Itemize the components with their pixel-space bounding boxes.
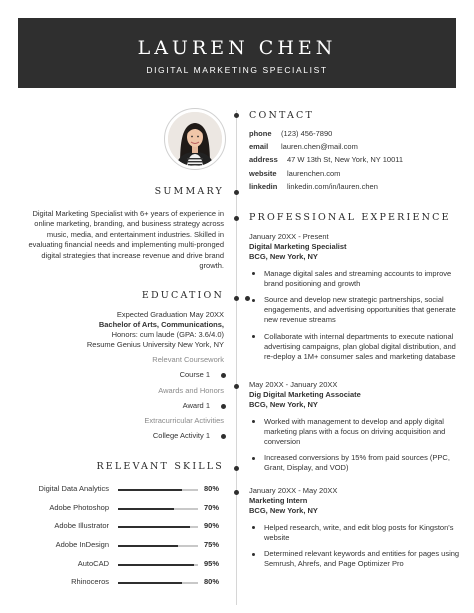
timeline-dot [221, 373, 226, 378]
contact-value[interactable]: linkedin.com/in/lauren.chen [287, 181, 378, 191]
skill-bar-fill [118, 489, 182, 491]
job-bullet: Manage digital sales and streaming accounts to improve brand positioning and growth [249, 269, 464, 289]
contact-label: phone [249, 129, 272, 138]
candidate-role: DIGITAL MARKETING SPECIALIST [146, 65, 328, 75]
awards-item: Award 1 [182, 401, 210, 410]
skill-name: Adobe Illustrator [54, 521, 109, 530]
contact-value[interactable]: laurenchen.com [287, 168, 341, 178]
job-bullet: Worked with management to develop and apply digital marketing plans with a focus on driving acquisition and conversion [249, 417, 464, 448]
skill-bar [118, 489, 198, 491]
contact-label: linkedin [249, 181, 278, 191]
coursework-item: Course 1 [179, 370, 210, 379]
contact-value[interactable]: lauren.chen@mail.com [281, 142, 358, 152]
job-entry [249, 486, 464, 575]
skill-name: Adobe Photoshop [49, 503, 109, 512]
skill-row [16, 577, 226, 589]
skill-row [16, 503, 226, 515]
skill-percent: 95% [204, 559, 220, 568]
skill-bar-fill [118, 564, 194, 566]
extracurricular-label: Extracurricular Activities [144, 416, 224, 425]
awards-label: Awards and Honors [158, 386, 224, 395]
timeline-dot [234, 384, 239, 389]
skill-row [16, 559, 226, 571]
timeline-dot [234, 190, 239, 195]
job-title: Digital Marketing Specialist [249, 242, 347, 252]
skill-row [16, 484, 226, 496]
job-dates: January 20XX - May 20XX [249, 486, 338, 495]
skill-name: Digital Data Analytics [38, 484, 109, 493]
skill-bar [118, 564, 198, 566]
timeline-dot [234, 490, 239, 495]
education-honors: Honors: cum laude (GPA: 3.6/4.0) [111, 330, 224, 339]
timeline-dot [221, 404, 226, 409]
contact-row-phone [249, 129, 332, 138]
skill-row [16, 521, 226, 533]
contact-label: address [249, 155, 278, 165]
job-bullets [249, 417, 464, 474]
contact-row-linkedin [249, 182, 378, 191]
skills-heading: RELEVANT SKILLS [96, 461, 224, 472]
job-title: Dig Digital Marketing Associate [249, 390, 361, 400]
skill-bar-fill [118, 526, 190, 528]
skill-bar-fill [118, 545, 178, 547]
job-bullet: Helped research, write, and edit blog posts for Kingston's website [249, 523, 464, 543]
skill-bar-fill [118, 582, 182, 584]
skill-bar [118, 545, 198, 547]
skill-bar [118, 508, 198, 510]
candidate-name: LAUREN CHEN [137, 37, 337, 59]
job-bullets [249, 269, 464, 363]
contact-heading: CONTACT [249, 110, 315, 121]
skill-percent: 70% [204, 503, 220, 512]
job-company: BCG, New York, NY [249, 252, 318, 262]
job-bullet: Determined relevant keywords and entities for pages using Semrush, Ahrefs, and Page Optimizer Pro [249, 549, 464, 569]
contact-value[interactable]: 47 W 13th St, New York, NY 10011 [287, 155, 404, 165]
skill-name: AutoCAD [77, 559, 109, 568]
resume-header [18, 18, 456, 88]
job-entry [249, 380, 464, 480]
education-school: Resume Genius University New York, NY [86, 340, 224, 349]
job-company: BCG, New York, NY [249, 400, 318, 410]
summary-text: Digital Marketing Specialist with 6+ years of experience in online marketing, branding, and business strategy across music, media, and entertainment industries. Skilled in evaluating financial needs and implementing multi-pronged digital strategies that increase revenue and drive brand growth. [28, 209, 224, 271]
skill-percent: 75% [204, 540, 220, 549]
job-bullet: Collaborate with internal departments to execute national advertising campaigns, plan global digital distribution, and re-deploy a 1M+ consumer sales and marketing database [249, 332, 464, 363]
skill-name: Adobe InDesign [55, 540, 109, 549]
contact-label: email [249, 142, 269, 152]
education-degree: Bachelor of Arts, Communications, [98, 320, 224, 329]
extracurricular-item: College Activity 1 [152, 431, 210, 440]
timeline-divider [236, 110, 237, 605]
skill-name: Rhinoceros [71, 577, 109, 586]
timeline-dot [234, 296, 239, 301]
contact-row-email [249, 142, 358, 151]
education-heading: EDUCATION [141, 290, 224, 301]
skill-bar [118, 582, 198, 584]
contact-value[interactable]: (123) 456-7890 [281, 129, 333, 138]
education-expected: Expected Graduation May 20XX [116, 310, 224, 319]
job-dates: May 20XX - January 20XX [249, 380, 338, 389]
contact-row-website [249, 169, 340, 178]
job-bullets [249, 523, 464, 570]
job-bullet: Increased conversions by 15% from paid sources (PPC, Grant, Display, and VOD) [249, 453, 464, 473]
skill-percent: 80% [204, 577, 220, 586]
profile-photo [164, 108, 226, 170]
job-entry [249, 232, 464, 368]
coursework-label: Relevant Coursework [152, 355, 224, 364]
contact-row-address [249, 155, 403, 164]
timeline-dot [234, 113, 239, 118]
skill-bar [118, 526, 198, 528]
skill-bar-fill [118, 508, 174, 510]
job-company: BCG, New York, NY [249, 506, 318, 516]
timeline-dot [234, 466, 239, 471]
experience-heading: PROFESSIONAL EXPERIENCE [249, 212, 451, 223]
timeline-dot [234, 216, 239, 221]
skill-row [16, 540, 226, 552]
contact-label: website [249, 168, 277, 178]
timeline-dot [221, 434, 226, 439]
job-title: Marketing Intern [249, 496, 308, 506]
skill-percent: 80% [204, 484, 220, 493]
job-bullet: Source and develop new strategic partnerships, social engagements, and advertising opportunities that generate new revenue streams [249, 295, 464, 326]
job-dates: January 20XX - Present [249, 232, 329, 241]
portrait-image [168, 112, 222, 166]
summary-heading: SUMMARY [154, 186, 224, 197]
skill-percent: 90% [204, 521, 220, 530]
